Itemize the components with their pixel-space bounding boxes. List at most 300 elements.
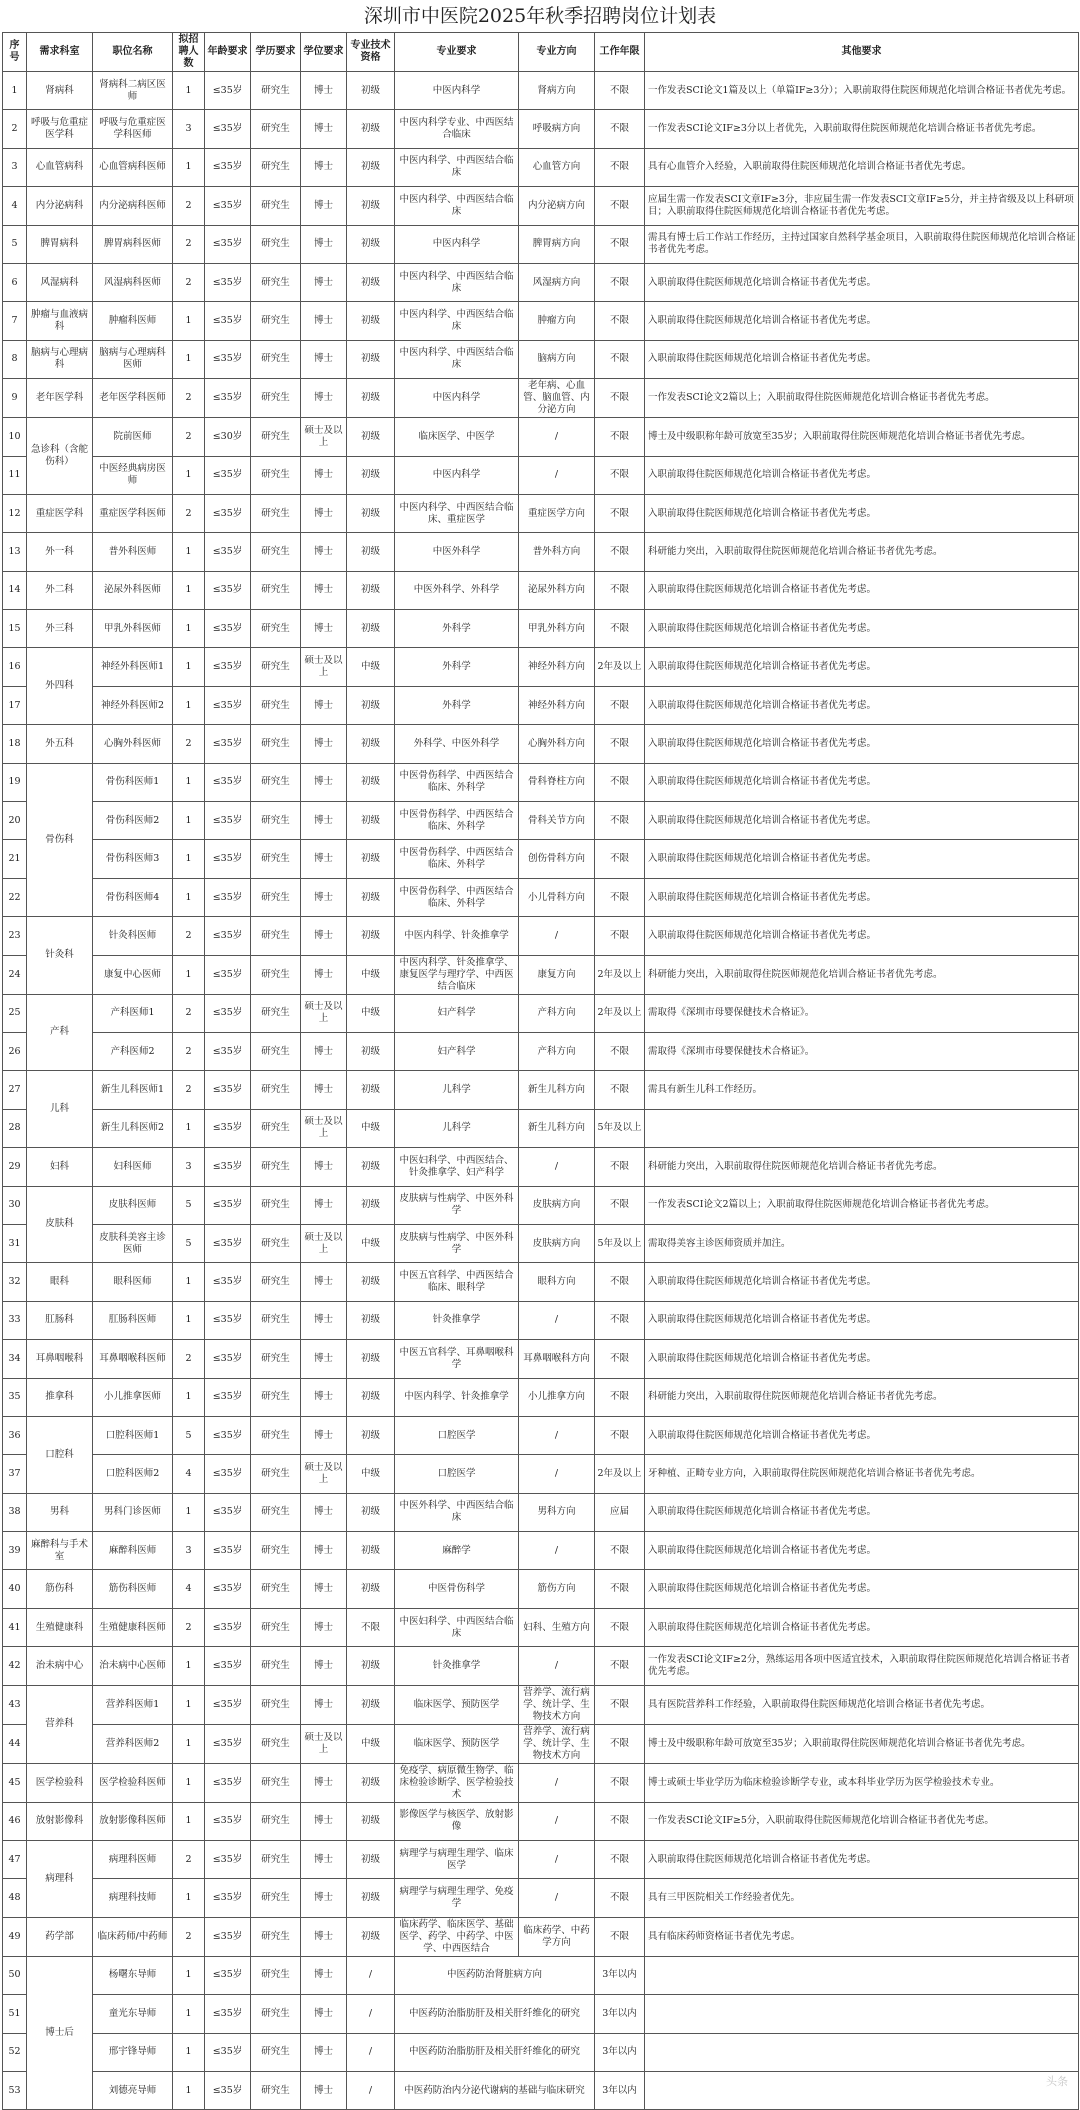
position-name: 脑病与心理病科医师	[93, 340, 173, 378]
row-number: 18	[3, 725, 27, 763]
education-requirement: 研究生	[251, 1763, 301, 1802]
row-number: 49	[3, 1917, 27, 1956]
department: 病理科	[27, 1841, 93, 1918]
professional-qualification: 初级	[347, 1647, 395, 1685]
age-requirement: ≤35岁	[205, 610, 251, 648]
education-requirement: 研究生	[251, 110, 301, 148]
department: 妇科	[27, 1148, 93, 1186]
other-requirements: 入职前取得住院医师规范化培训合格证书者优先考虑。	[645, 1416, 1079, 1454]
major-direction: 风湿病方向	[519, 263, 595, 301]
major-requirement: 中医外科学、中西医结合临床	[395, 1493, 519, 1531]
professional-qualification: 不限	[347, 1608, 395, 1646]
row-number: 46	[3, 1802, 27, 1840]
degree-requirement: 博士	[301, 1416, 347, 1454]
major-requirement: 儿科学	[395, 1109, 519, 1147]
row-number: 52	[3, 2033, 27, 2071]
other-requirements	[645, 1109, 1079, 1147]
row-number: 47	[3, 1841, 27, 1879]
work-years: 不限	[595, 456, 645, 494]
professional-qualification: 初级	[347, 187, 395, 225]
position-name: 骨伤科医师2	[93, 802, 173, 840]
professional-qualification: 初级	[347, 1763, 395, 1802]
table-row	[3, 418, 1079, 456]
education-requirement: 研究生	[251, 1493, 301, 1531]
degree-requirement: 博士	[301, 1263, 347, 1301]
major-requirement: 针灸推拿学	[395, 1301, 519, 1339]
table-row	[3, 148, 1079, 186]
professional-qualification: 初级	[347, 110, 395, 148]
degree-requirement: 博士	[301, 1879, 347, 1917]
row-number: 8	[3, 340, 27, 378]
row-number: 30	[3, 1186, 27, 1224]
row-number: 23	[3, 917, 27, 955]
work-years: 不限	[595, 418, 645, 456]
education-requirement: 研究生	[251, 418, 301, 456]
other-requirements: 博士及中级职称年龄可放宽至35岁；入职前取得住院医师规范化培训合格证书者优先考虑。	[645, 1724, 1079, 1763]
major-requirement: 儿科学	[395, 1071, 519, 1109]
degree-requirement: 硕士及以上	[301, 1224, 347, 1262]
row-number: 32	[3, 1263, 27, 1301]
education-requirement: 研究生	[251, 1455, 301, 1493]
age-requirement: ≤35岁	[205, 1763, 251, 1802]
row-number: 19	[3, 763, 27, 801]
position-name: 内分泌病科医师	[93, 187, 173, 225]
headcount: 1	[173, 686, 205, 724]
major-direction: 神经外科方向	[519, 648, 595, 686]
education-requirement: 研究生	[251, 1724, 301, 1763]
major-requirement: 临床医学、预防医学	[395, 1685, 519, 1724]
degree-requirement: 博士	[301, 1378, 347, 1416]
age-requirement: ≤35岁	[205, 533, 251, 571]
department: 脾胃病科	[27, 225, 93, 263]
age-requirement: ≤35岁	[205, 1724, 251, 1763]
major-requirement: 外科学	[395, 648, 519, 686]
education-requirement: 研究生	[251, 1340, 301, 1378]
headcount: 1	[173, 1724, 205, 1763]
work-years: 不限	[595, 110, 645, 148]
age-requirement: ≤35岁	[205, 686, 251, 724]
table-row	[3, 379, 1079, 418]
row-number: 40	[3, 1570, 27, 1608]
degree-requirement: 博士	[301, 917, 347, 955]
table-row	[3, 1340, 1079, 1378]
age-requirement: ≤35岁	[205, 1879, 251, 1917]
major-direction: 创伤骨科方向	[519, 840, 595, 878]
education-requirement: 研究生	[251, 840, 301, 878]
age-requirement: ≤35岁	[205, 1148, 251, 1186]
other-requirements: 入职前取得住院医师规范化培训合格证书者优先考虑。	[645, 840, 1079, 878]
table-row	[3, 1224, 1079, 1262]
department: 急诊科（含舵伤科）	[27, 418, 93, 495]
work-years: 不限	[595, 1608, 645, 1646]
position-name: 口腔科医师2	[93, 1455, 173, 1493]
row-number: 2	[3, 110, 27, 148]
degree-requirement: 博士	[301, 2071, 347, 2109]
other-requirements: 博士或硕士毕业学历为临床检验诊断学专业，或本科毕业学历为医学检验技术专业。	[645, 1763, 1079, 1802]
table-row	[3, 1802, 1079, 1840]
professional-qualification: 初级	[347, 878, 395, 916]
department: 肿瘤与血液病科	[27, 302, 93, 340]
professional-qualification: 初级	[347, 1032, 395, 1070]
degree-requirement: 博士	[301, 1186, 347, 1224]
headcount: 1	[173, 1647, 205, 1685]
age-requirement: ≤35岁	[205, 1841, 251, 1879]
table-row	[3, 187, 1079, 225]
page-title: 深圳市中医院2025年秋季招聘岗位计划表	[363, 5, 717, 27]
age-requirement: ≤35岁	[205, 1378, 251, 1416]
table-row	[3, 1032, 1079, 1070]
age-requirement: ≤35岁	[205, 1186, 251, 1224]
major-requirement: 中医内科学	[395, 225, 519, 263]
major-requirement: 中医骨伤科学	[395, 1570, 519, 1608]
major-direction: 新生儿科方向	[519, 1071, 595, 1109]
education-requirement: 研究生	[251, 148, 301, 186]
major-requirement: 中医妇科学、中西医结合、针灸推拿学、妇产科学	[395, 1148, 519, 1186]
row-number: 43	[3, 1685, 27, 1724]
department: 外二科	[27, 571, 93, 609]
age-requirement: ≤35岁	[205, 994, 251, 1032]
work-years: 不限	[595, 1917, 645, 1956]
position-name: 泌尿外科医师	[93, 571, 173, 609]
work-years: 不限	[595, 878, 645, 916]
major-requirement: 麻醉学	[395, 1532, 519, 1570]
age-requirement: ≤35岁	[205, 1109, 251, 1147]
headcount: 1	[173, 571, 205, 609]
major-direction: 老年病、心血管、脑血管、内分泌方向	[519, 379, 595, 418]
degree-requirement: 博士	[301, 456, 347, 494]
education-requirement: 研究生	[251, 1685, 301, 1724]
degree-requirement: 硕士及以上	[301, 418, 347, 456]
row-number: 50	[3, 1956, 27, 1994]
row-number: 41	[3, 1608, 27, 1646]
position-name: 骨伤科医师4	[93, 878, 173, 916]
work-years: 不限	[595, 725, 645, 763]
professional-qualification: 初级	[347, 302, 395, 340]
row-number: 10	[3, 418, 27, 456]
work-years: 2年及以上	[595, 994, 645, 1032]
recruitment-table	[2, 32, 1079, 2110]
degree-requirement: 博士	[301, 686, 347, 724]
degree-requirement: 博士	[301, 1570, 347, 1608]
degree-requirement: 博士	[301, 2033, 347, 2071]
position-name: 童光东导师	[93, 1995, 173, 2033]
position-name: 妇科医师	[93, 1148, 173, 1186]
table-row	[3, 1841, 1079, 1879]
position-name: 皮肤科美容主诊医师	[93, 1224, 173, 1262]
other-requirements	[645, 2033, 1079, 2071]
education-requirement: 研究生	[251, 1224, 301, 1262]
age-requirement: ≤35岁	[205, 1570, 251, 1608]
table-row	[3, 571, 1079, 609]
row-number: 37	[3, 1455, 27, 1493]
major-requirement: 病理学与病理生理学、免疫学	[395, 1879, 519, 1917]
other-requirements: 科研能力突出，入职前取得住院医师规范化培训合格证书者优先考虑。	[645, 1378, 1079, 1416]
other-requirements: 一作发表SCI论文IF≥2分，熟练运用各项中医适宜技术，入职前取得住院医师规范化培训合格证书者优先考虑。	[645, 1647, 1079, 1685]
professional-qualification: 初级	[347, 418, 395, 456]
degree-requirement: 博士	[301, 955, 347, 994]
headcount: 1	[173, 533, 205, 571]
table-row	[3, 2071, 1079, 2109]
headcount: 4	[173, 1570, 205, 1608]
department: 治未病中心	[27, 1647, 93, 1685]
position-name: 肾病科二病区医师	[93, 72, 173, 110]
table-row	[3, 1148, 1079, 1186]
work-years: 不限	[595, 571, 645, 609]
major-direction: /	[519, 1148, 595, 1186]
major-requirement: 中医内科学、针灸推拿学	[395, 1378, 519, 1416]
row-number: 44	[3, 1724, 27, 1763]
degree-requirement: 博士	[301, 1148, 347, 1186]
department: 男科	[27, 1493, 93, 1531]
degree-requirement: 博士	[301, 110, 347, 148]
table-row	[3, 302, 1079, 340]
age-requirement: ≤35岁	[205, 72, 251, 110]
headcount: 2	[173, 379, 205, 418]
age-requirement: ≤35岁	[205, 1995, 251, 2033]
professional-qualification: 初级	[347, 263, 395, 301]
major-direction: /	[519, 1647, 595, 1685]
department: 营养科	[27, 1685, 93, 1763]
row-number: 34	[3, 1340, 27, 1378]
headcount: 1	[173, 763, 205, 801]
degree-requirement: 博士	[301, 1841, 347, 1879]
degree-requirement: 博士	[301, 187, 347, 225]
work-years: 不限	[595, 263, 645, 301]
major-direction: 康复方向	[519, 955, 595, 994]
work-years: 不限	[595, 1570, 645, 1608]
department: 重症医学科	[27, 494, 93, 532]
other-requirements: 需取得美容主诊医师资质并加注。	[645, 1224, 1079, 1262]
row-number: 35	[3, 1378, 27, 1416]
degree-requirement: 博士	[301, 1301, 347, 1339]
major-direction: 脑病方向	[519, 340, 595, 378]
row-number: 39	[3, 1532, 27, 1570]
major-requirement: 中医内科学	[395, 72, 519, 110]
other-requirements: 入职前取得住院医师规范化培训合格证书者优先考虑。	[645, 763, 1079, 801]
work-years: 不限	[595, 1340, 645, 1378]
department: 推拿科	[27, 1378, 93, 1416]
row-number: 16	[3, 648, 27, 686]
major-direction: /	[519, 1841, 595, 1879]
professional-qualification: 中级	[347, 955, 395, 994]
work-years: 不限	[595, 917, 645, 955]
row-number: 45	[3, 1763, 27, 1802]
position-name: 医学检验科医师	[93, 1763, 173, 1802]
department: 眼科	[27, 1263, 93, 1301]
major-direction: 重症医学方向	[519, 494, 595, 532]
education-requirement: 研究生	[251, 1301, 301, 1339]
major-direction: /	[519, 1532, 595, 1570]
education-requirement: 研究生	[251, 1532, 301, 1570]
table-row	[3, 1186, 1079, 1224]
major-direction: 皮肤病方向	[519, 1186, 595, 1224]
major-requirement: 妇产科学	[395, 994, 519, 1032]
headcount: 1	[173, 648, 205, 686]
degree-requirement: 博士	[301, 72, 347, 110]
major-direction: 产科方向	[519, 994, 595, 1032]
row-number: 4	[3, 187, 27, 225]
major-direction: 心胸外科方向	[519, 725, 595, 763]
education-requirement: 研究生	[251, 571, 301, 609]
work-years: 3年以内	[595, 1995, 645, 2033]
professional-qualification: 初级	[347, 225, 395, 263]
major-direction: 男科方向	[519, 1493, 595, 1531]
position-name: 口腔科医师1	[93, 1416, 173, 1454]
degree-requirement: 硕士及以上	[301, 1455, 347, 1493]
education-requirement: 研究生	[251, 1570, 301, 1608]
work-years: 不限	[595, 1763, 645, 1802]
education-requirement: 研究生	[251, 1647, 301, 1685]
degree-requirement: 博士	[301, 1956, 347, 1994]
table-row	[3, 456, 1079, 494]
watermark: 头条	[1046, 2075, 1068, 2088]
work-years: 不限	[595, 1378, 645, 1416]
major-direction: 甲乳外科方向	[519, 610, 595, 648]
row-number: 53	[3, 2071, 27, 2109]
professional-qualification: 初级	[347, 1186, 395, 1224]
headcount: 2	[173, 725, 205, 763]
row-number: 11	[3, 456, 27, 494]
row-number: 26	[3, 1032, 27, 1070]
major-requirement: 中医内科学	[395, 456, 519, 494]
other-requirements: 具有临床药师资格证书者优先考虑。	[645, 1917, 1079, 1956]
major-direction: 泌尿外科方向	[519, 571, 595, 609]
education-requirement: 研究生	[251, 494, 301, 532]
headcount: 1	[173, 1378, 205, 1416]
department: 外五科	[27, 725, 93, 763]
professional-qualification: 初级	[347, 340, 395, 378]
position-name: 产科医师2	[93, 1032, 173, 1070]
row-number: 15	[3, 610, 27, 648]
other-requirements: 入职前取得住院医师规范化培训合格证书者优先考虑。	[645, 1841, 1079, 1879]
table-row	[3, 1608, 1079, 1646]
table-row	[3, 917, 1079, 955]
other-requirements: 一作发表SCI论文IF≥5分，入职前取得住院医师规范化培训合格证书者优先考虑。	[645, 1802, 1079, 1840]
degree-requirement: 博士	[301, 725, 347, 763]
education-requirement: 研究生	[251, 648, 301, 686]
work-years: 不限	[595, 1148, 645, 1186]
degree-requirement: 博士	[301, 1647, 347, 1685]
age-requirement: ≤35岁	[205, 917, 251, 955]
position-name: 神经外科医师2	[93, 686, 173, 724]
column-header: 专业方向	[519, 33, 595, 72]
professional-qualification: 初级	[347, 1841, 395, 1879]
table-row	[3, 686, 1079, 724]
education-requirement: 研究生	[251, 1186, 301, 1224]
degree-requirement: 硕士及以上	[301, 648, 347, 686]
degree-requirement: 硕士及以上	[301, 1724, 347, 1763]
other-requirements: 具有三甲医院相关工作经验者优先。	[645, 1879, 1079, 1917]
major-requirement: 中医外科学	[395, 533, 519, 571]
degree-requirement: 博士	[301, 571, 347, 609]
position-name: 筋伤科医师	[93, 1570, 173, 1608]
professional-qualification: 初级	[347, 456, 395, 494]
age-requirement: ≤35岁	[205, 1301, 251, 1339]
position-name: 病理科技师	[93, 1879, 173, 1917]
headcount: 1	[173, 1685, 205, 1724]
degree-requirement: 博士	[301, 1493, 347, 1531]
other-requirements: 入职前取得住院医师规范化培训合格证书者优先考虑。	[645, 917, 1079, 955]
headcount: 1	[173, 802, 205, 840]
other-requirements: 入职前取得住院医师规范化培训合格证书者优先考虑。	[645, 1532, 1079, 1570]
row-number: 28	[3, 1109, 27, 1147]
work-years: 2年及以上	[595, 1455, 645, 1493]
professional-qualification: 初级	[347, 686, 395, 724]
major-requirement: 中医妇科学、中西医结合临床	[395, 1608, 519, 1646]
degree-requirement: 博士	[301, 610, 347, 648]
row-number: 20	[3, 802, 27, 840]
table-row	[3, 1995, 1079, 2033]
degree-requirement: 博士	[301, 1340, 347, 1378]
major-requirement: 中医药防治内分泌代谢病的基础与临床研究	[395, 2071, 595, 2109]
headcount: 1	[173, 456, 205, 494]
department: 外四科	[27, 648, 93, 725]
major-direction: 内分泌病方向	[519, 187, 595, 225]
department: 内分泌病科	[27, 187, 93, 225]
headcount: 3	[173, 1532, 205, 1570]
work-years: 不限	[595, 1301, 645, 1339]
degree-requirement: 博士	[301, 1532, 347, 1570]
major-requirement: 外科学	[395, 610, 519, 648]
age-requirement: ≤35岁	[205, 2071, 251, 2109]
headcount: 1	[173, 878, 205, 916]
age-requirement: ≤35岁	[205, 1956, 251, 1994]
table-row	[3, 1647, 1079, 1685]
headcount: 1	[173, 1109, 205, 1147]
education-requirement: 研究生	[251, 1416, 301, 1454]
headcount: 1	[173, 1956, 205, 1994]
work-years: 5年及以上	[595, 1109, 645, 1147]
age-requirement: ≤35岁	[205, 802, 251, 840]
other-requirements: 入职前取得住院医师规范化培训合格证书者优先考虑。	[645, 340, 1079, 378]
professional-qualification: 中级	[347, 648, 395, 686]
age-requirement: ≤35岁	[205, 1917, 251, 1956]
age-requirement: ≤35岁	[205, 763, 251, 801]
education-requirement: 研究生	[251, 610, 301, 648]
work-years: 3年以内	[595, 1956, 645, 1994]
headcount: 2	[173, 1608, 205, 1646]
work-years: 不限	[595, 802, 645, 840]
row-number: 25	[3, 994, 27, 1032]
position-name: 老年医学科医师	[93, 379, 173, 418]
work-years: 不限	[595, 1032, 645, 1070]
table-row	[3, 110, 1079, 148]
education-requirement: 研究生	[251, 302, 301, 340]
major-requirement: 临床药学、临床医学、基础医学、药学、中药学、中医学、中西医结合	[395, 1917, 519, 1956]
row-number: 51	[3, 1995, 27, 2033]
position-name: 呼吸与危重症医学科医师	[93, 110, 173, 148]
table-row	[3, 955, 1079, 994]
degree-requirement: 博士	[301, 1685, 347, 1724]
major-requirement: 病理学与病理生理学、临床医学	[395, 1841, 519, 1879]
headcount: 5	[173, 1224, 205, 1262]
table-row	[3, 1109, 1079, 1147]
major-direction: /	[519, 1802, 595, 1840]
other-requirements: 一作发表SCI论文2篇以上；入职前取得住院医师规范化培训合格证书者优先考虑。	[645, 1186, 1079, 1224]
other-requirements: 入职前取得住院医师规范化培训合格证书者优先考虑。	[645, 494, 1079, 532]
department: 耳鼻咽喉科	[27, 1340, 93, 1378]
professional-qualification: 初级	[347, 1148, 395, 1186]
table-row	[3, 1071, 1079, 1109]
position-name: 眼科医师	[93, 1263, 173, 1301]
headcount: 2	[173, 187, 205, 225]
major-requirement: 中医五官科学、耳鼻咽喉科学	[395, 1340, 519, 1378]
headcount: 1	[173, 340, 205, 378]
education-requirement: 研究生	[251, 1995, 301, 2033]
department: 麻醉科与手术室	[27, 1532, 93, 1570]
column-header: 其他要求	[645, 33, 1079, 72]
headcount: 1	[173, 610, 205, 648]
